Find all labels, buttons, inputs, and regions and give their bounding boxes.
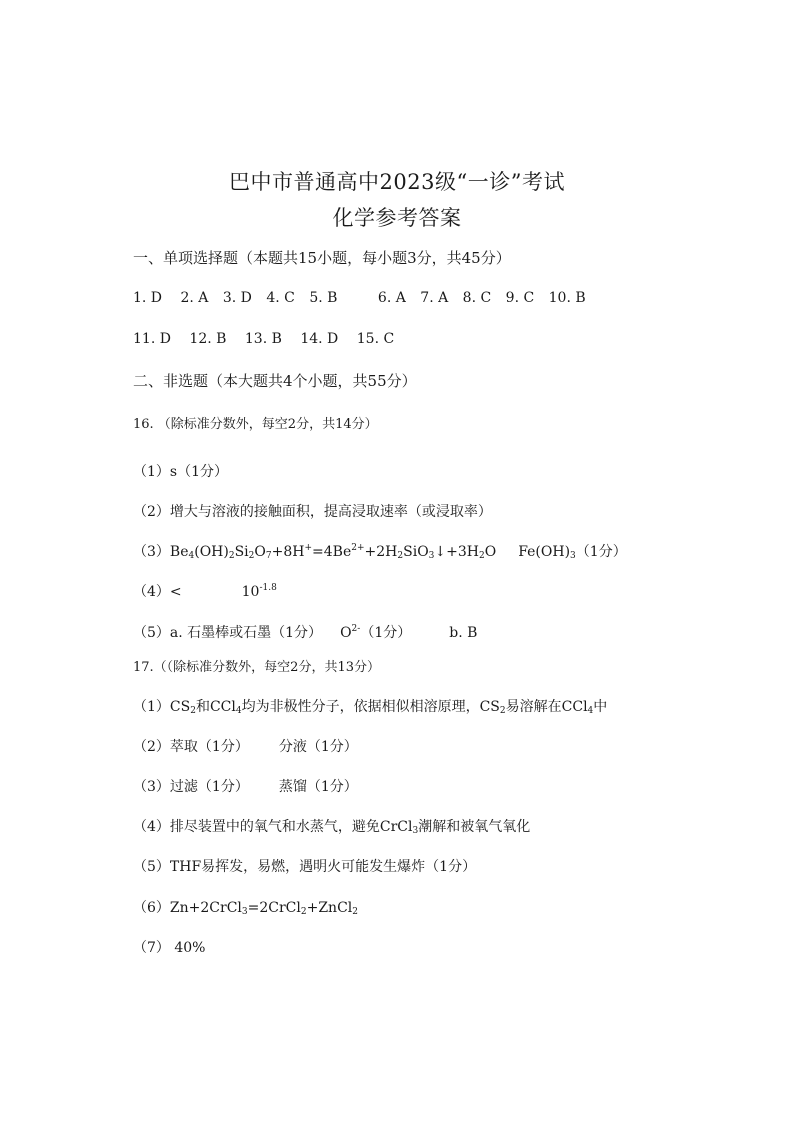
q17-answer-4: （4）排尽装置中的氧气和水蒸气，避免CrCl$_3$潮解和被氧气氧化 (133, 819, 531, 836)
mc-answer-2: 2. A (180, 290, 209, 306)
mc-answer-15: 15. C (356, 331, 395, 347)
mc-answer-9: 9. C (505, 290, 535, 306)
q16-answer-5c: b. B (449, 625, 478, 641)
mc-answer-10: 10. B (548, 290, 586, 306)
mc-answer-5: 5. B (309, 290, 338, 306)
q16-answer-4b: $10^{-1.8}$ (241, 583, 277, 600)
mc-answer-12: 12. B (189, 331, 227, 347)
q17-answer-3: （3）过滤（1分） 蒸馏（1分） (133, 779, 358, 795)
mc-answer-13: 13. B (244, 331, 282, 347)
q16-heading: 16. （除标准分数外，每空2分，共14分） (133, 417, 378, 432)
q16-answer-5b: $O^{2-}(1$分） (340, 624, 412, 641)
q17-answer-6: （6）Zn+2CrCl$_3$=2CrCl$_2$+ZnCl$_2$ (133, 900, 358, 917)
mc-answer-11: 11. D (133, 331, 171, 347)
q16-answer-4: $(4)< 10^{-1.8}$ (133, 583, 277, 600)
q16-answer-3b: $Fe(OH)_3(1$分） (518, 544, 627, 561)
section2-heading: 二、非选题（本大题共4个小题，共55分） (133, 372, 417, 390)
exam-subtitle: 化学参考答案 (332, 206, 462, 230)
section1-heading: 一、单项选择题（本题共15小题，每小题3分，共45分） (133, 249, 511, 267)
mc-answers-row1 (133, 290, 586, 306)
q16-answer-2: （2）增大与溶液的接触面积，提高浸取速率（或浸取率） (133, 504, 492, 520)
q16-answer-1: （1）s（1分） (133, 464, 228, 480)
q16-equation: $Be_4(OH)_2Si_2O_7+8H^+=4Be^{2+}+2H_2SiO_3↓+3H_2O$ (169, 543, 497, 561)
q17-answer-1: $(1)CS_2$和CCl$_4$均为非极性分子，依据相似相溶原理，$CS_2$易溶解在CCl$_4$中 (133, 699, 608, 716)
mc-answer-1: 1. D (133, 290, 163, 306)
q16-answer-5: （5）a. 石墨棒或石墨（1分） $O^{2-}(1$分） b. B (133, 624, 478, 641)
mc-answer-3: 3. D (222, 290, 252, 306)
exam-title: 巴中市普通高中2023级“一诊”考试 (229, 170, 565, 194)
mc-answer-14: 14. D (300, 331, 339, 347)
q17-answer-5: （5）THF易挥发，易燃，遇明火可能发生爆炸（1分） (133, 859, 477, 875)
q17-heading: 17.（（除标准分数外，每空2分，共13分） (133, 660, 380, 675)
mc-answer-6: 6. A (377, 290, 406, 306)
q17-answer-2: （2）萃取（1分） 分液（1分） (133, 739, 358, 755)
mc-answer-8: 8. C (462, 290, 492, 306)
q16-answer-3: $(3)Be_4(OH)_2Si_2O_7+8H^+=4Be^{2+}+2H_2SiO_3↓+3H_2O$ $Fe(OH)_3(1$分） (133, 543, 627, 561)
mc-answer-4: 4. C (266, 290, 295, 306)
mc-answers-row2 (133, 331, 394, 347)
q17-answer-7: （7） 40% (133, 940, 206, 956)
mc-answer-7: 7. A (420, 290, 449, 306)
